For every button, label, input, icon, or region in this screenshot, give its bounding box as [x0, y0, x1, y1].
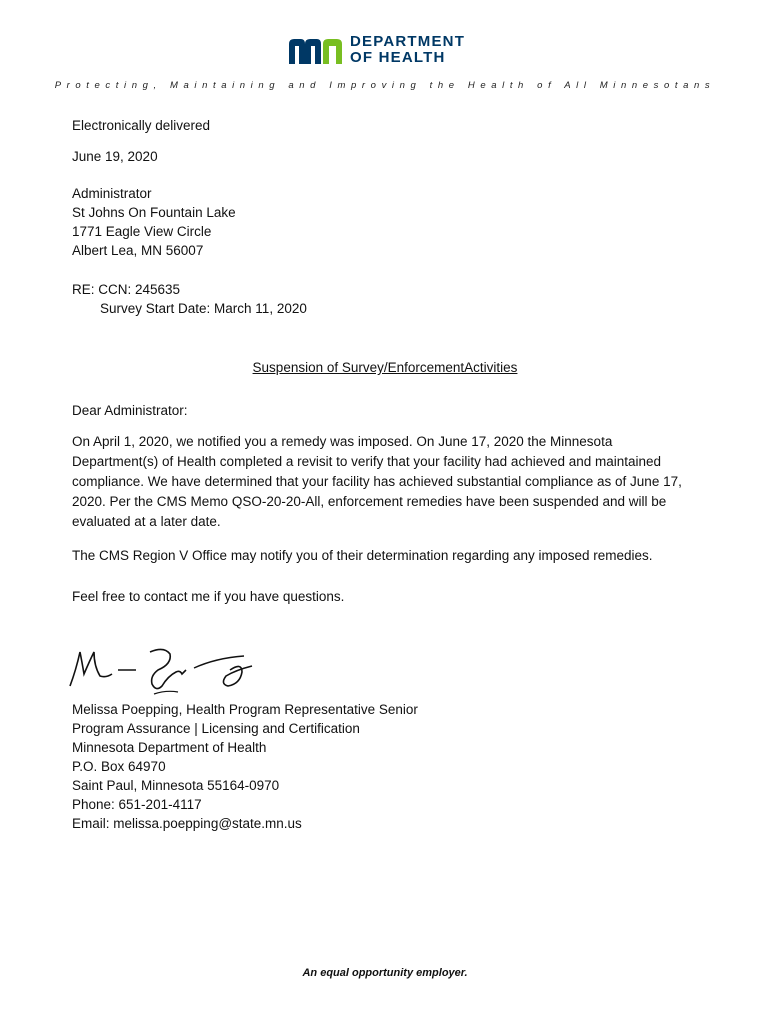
sender-email: Email: melissa.poepping@state.mn.us	[72, 816, 302, 831]
handwritten-signature	[66, 640, 266, 700]
body-paragraph-3: Feel free to contact me if you have questions.	[72, 589, 345, 604]
delivery-text: Electronically delivered	[72, 118, 211, 133]
sender-line: Saint Paul, Minnesota 55164-0970	[72, 778, 280, 793]
salutation-text: Dear Administrator:	[72, 403, 188, 418]
logo-line-1: DEPARTMENT	[350, 33, 466, 50]
recipient-address	[72, 184, 236, 260]
sender-block	[72, 700, 418, 833]
sender-line: P.O. Box 64970	[72, 759, 166, 774]
logo-line-2: OF HEALTH	[350, 49, 446, 66]
re-ccn: RE: CCN: 245635	[72, 282, 181, 297]
sender-line: Program Assurance | Licensing and Certification	[72, 721, 360, 736]
mn-logo-icon	[287, 36, 345, 66]
subject-heading: Suspension of Survey/EnforcementActivities	[252, 360, 518, 375]
re-block	[72, 280, 307, 318]
recipient-line: Albert Lea, MN 56007	[72, 243, 204, 258]
salutation	[72, 401, 188, 420]
recipient-line: St Johns On Fountain Lake	[72, 205, 236, 220]
delivery-note	[72, 116, 210, 135]
recipient-line: Administrator	[72, 186, 152, 201]
date-text: June 19, 2020	[72, 149, 158, 164]
footer-text: An equal opportunity employer.	[302, 967, 468, 979]
body-paragraph-1: On April 1, 2020, we notified you a remedy was imposed. On June 17, 2020 the Minnesota Department(s) of Health completed a revisit to verify that your facility had achieved and maintained compliance. We have determined that your facility has achieved substantial compliance as of June 17, 2020. Per the CMS Memo QSO-20-20-All, enforcement remedies have been suspended and will be evaluated at a later date.	[72, 434, 682, 529]
logo-text	[350, 34, 465, 66]
sender-line: Minnesota Department of Health	[72, 740, 267, 755]
tagline: Protecting, Maintaining and Improving the Health of All Minnesotans	[54, 80, 716, 91]
letter-date	[72, 147, 158, 166]
re-survey-date: Survey Start Date: March 11, 2020	[100, 301, 307, 316]
sender-line: Melissa Poepping, Health Program Representative Senior	[72, 702, 418, 717]
recipient-line: 1771 Eagle View Circle	[72, 224, 212, 239]
sender-line: Phone: 651-201-4117	[72, 797, 202, 812]
mdh-logo	[287, 34, 487, 74]
body-paragraph-2: The CMS Region V Office may notify you of their determination regarding any imposed remedies.	[72, 548, 653, 563]
